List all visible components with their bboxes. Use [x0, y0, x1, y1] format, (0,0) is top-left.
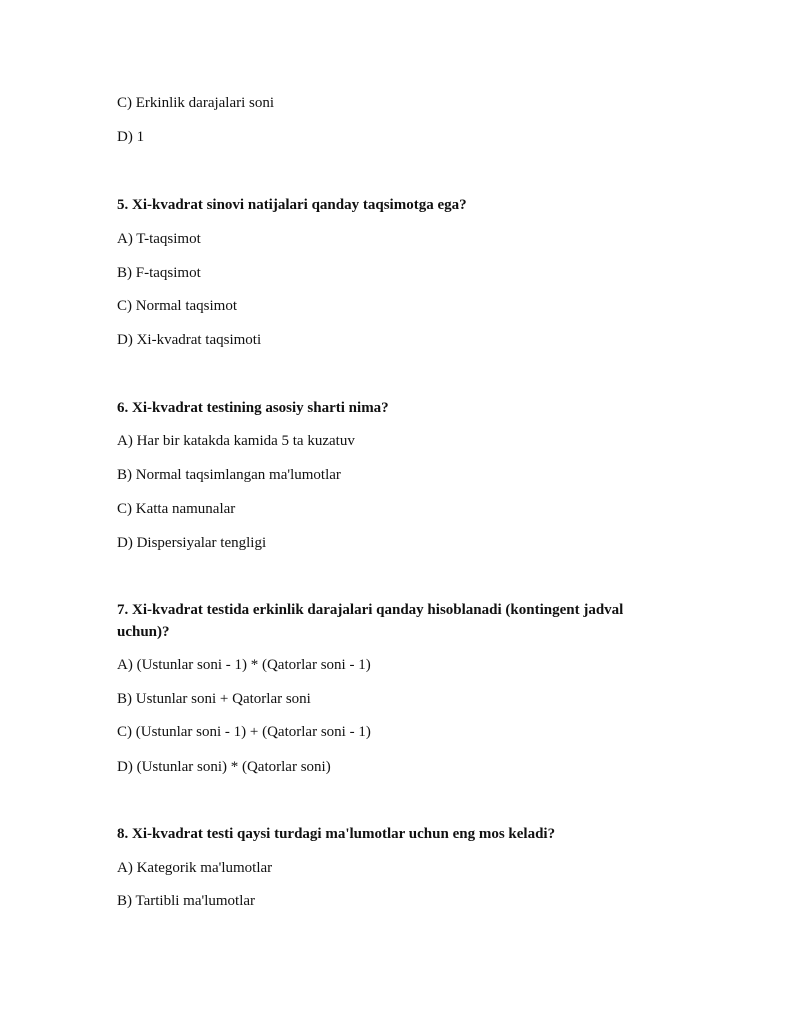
answer-option: B) Ustunlar soni + Qatorlar soni: [117, 691, 311, 707]
question-heading: 7. Xi-kvadrat testida erkinlik darajalari qanday hisoblanadi (kontingent jadval uchun)?: [117, 602, 624, 640]
answer-option: A) Har bir katakda kamida 5 ta kuzatuv: [117, 433, 355, 449]
answer-option: C) Erkinlik darajalari soni: [117, 95, 275, 111]
answer-option: D) Xi-kvadrat taqsimoti: [117, 332, 262, 348]
answer-option: C) Katta namunalar: [117, 501, 236, 517]
answer-option: D) (Ustunlar soni) * (Qatorlar soni): [117, 759, 331, 775]
answer-option: A) (Ustunlar soni - 1) * (Qatorlar soni - 1): [117, 657, 371, 673]
answer-option: B) Tartibli ma'lumotlar: [117, 893, 256, 909]
answer-option: D) 1: [117, 129, 145, 145]
answer-option: A) Kategorik ma'lumotlar: [117, 860, 273, 876]
answer-option: B) F-taqsimot: [117, 265, 201, 281]
answer-option: B) Normal taqsimlangan ma'lumotlar: [117, 467, 341, 483]
question-heading: 6. Xi-kvadrat testining asosiy sharti nima?: [117, 400, 389, 416]
answer-option: A) T-taqsimot: [117, 231, 201, 247]
question-heading: 8. Xi-kvadrat testi qaysi turdagi ma'lumotlar uchun eng mos keladi?: [117, 826, 556, 842]
answer-option: C) Normal taqsimot: [117, 298, 237, 314]
question-heading: 5. Xi-kvadrat sinovi natijalari qanday taqsimotga ega?: [117, 197, 467, 213]
answer-option: D) Dispersiyalar tengligi: [117, 535, 267, 551]
answer-option: C) (Ustunlar soni - 1) + (Qatorlar soni - 1): [117, 724, 371, 740]
